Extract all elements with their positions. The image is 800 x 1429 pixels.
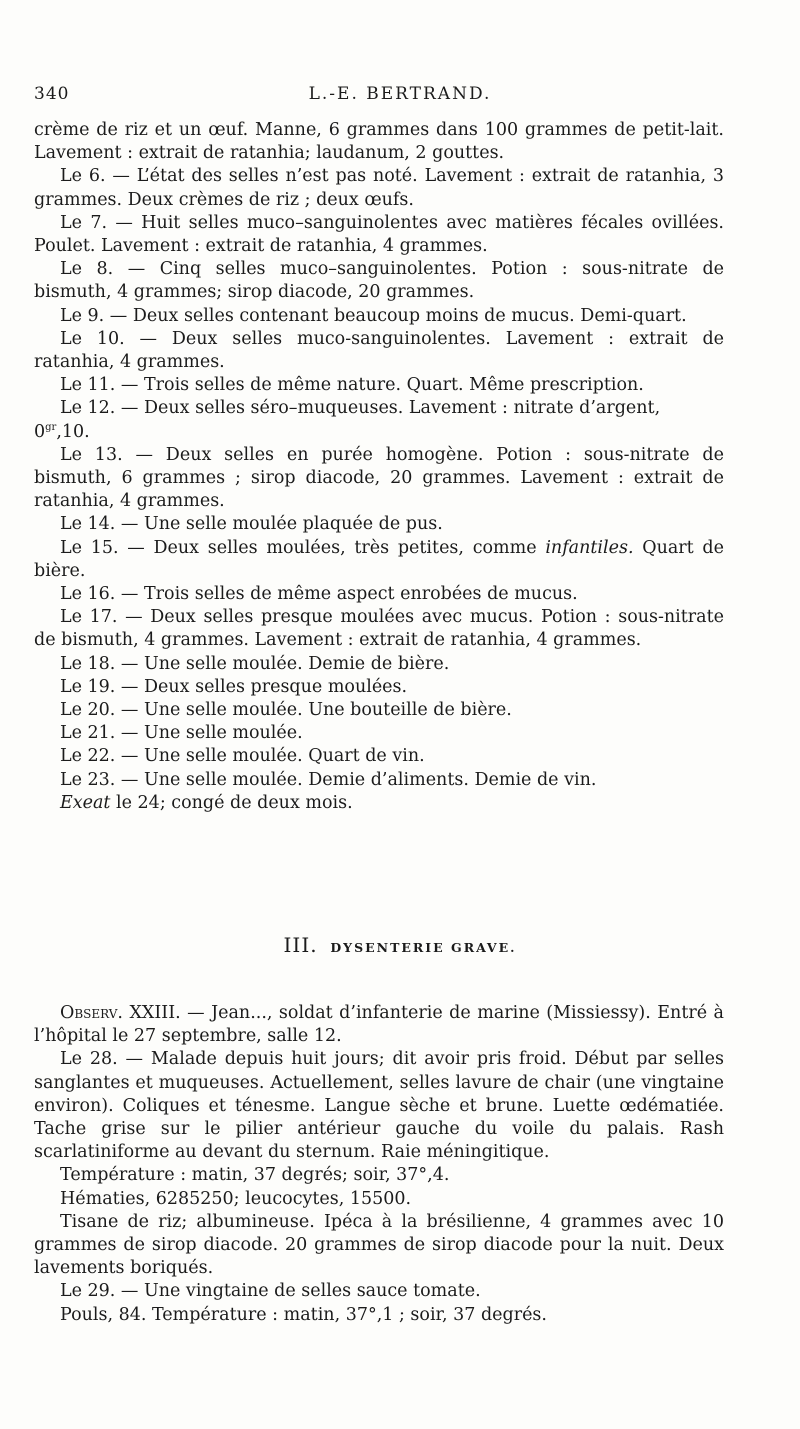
exeat-word: Exeat — [60, 792, 111, 813]
observation-label: Observ. — [60, 1003, 123, 1023]
observation-text: XXIII. — Jean..., soldat d’infanterie de marine (Missiessy). Entré à l’hôpital le 27 septembre, salle 12. — [34, 1003, 724, 1047]
paragraph-treatment: Tisane de riz; albumineuse. Ipéca à la brésilienne, 4 grammes avec 10 grammes de sirop diacode. 20 grammes de sirop diacode pour la nuit. Deux lavements boriqués. — [34, 1211, 724, 1279]
day-15-start: Le 15. — Deux selles moulées, très petites, comme — [60, 537, 546, 558]
paragraph-day-17: Le 17. — Deux selles presque moulées avec mucus. Potion : sous-nitrate de bismuth, 4 grammes. Lavement : extrait de ratanhia, 4 grammes. — [34, 607, 724, 651]
paragraph-day-12 — [34, 397, 724, 420]
paragraph-day-10: Le 10. — Deux selles muco-sanguinolentes. Lavement : extrait de ratanhia, 4 grammes. — [34, 328, 724, 373]
day-15-italic: infantiles. — [545, 537, 634, 558]
dose-decimal: ,10. — [56, 421, 90, 442]
exeat-rest: le 24; congé de deux mois. — [110, 792, 353, 813]
paragraph-day-6: Le 6. — L’état des selles n’est pas noté. Lavement : extrait de ratanhia, 3 grammes. Deux crèmes de riz ; deux œufs. — [34, 166, 724, 210]
paragraph-day-28: Le 28. — Malade depuis huit jours; dit avoir pris froid. Début par selles sanglantes et muqueuses. Actuellement, selles lavure de chair (une vingtaine environ). Coliques et ténesme. Langue sèche et brune. Luette œdématiée. Tache grise sur le pilier antérieur gauche du voile du palais. Rash scarlatiniforme au devant du sternum. Raie méningitique. — [34, 1049, 724, 1163]
paragraph-exeat — [34, 792, 724, 815]
dose-unit: gr — [45, 421, 57, 433]
running-header — [34, 84, 766, 106]
dose-amount: 0 — [34, 421, 46, 442]
paragraph-day-8: Le 8. — Cinq selles muco–sanguinolentes. Potion : sous-nitrate de bismuth, 4 grammes; sirop diacode, 20 grammes. — [34, 259, 724, 303]
paragraph-day-14: Le 14. — Une selle moulée plaquée de pus. — [60, 514, 443, 535]
section-number: III. — [283, 933, 318, 957]
page-number: 340 — [34, 84, 70, 104]
case-notes-continued — [34, 119, 724, 815]
paragraph-day-22: Le 22. — Une selle moulée. Quart de vin. — [60, 746, 425, 767]
paragraph-day-29: Le 29. — Une vingtaine de selles sauce tomate. — [60, 1281, 481, 1302]
section-heading — [0, 933, 800, 957]
paragraph-day-7: Le 7. — Huit selles muco–sanguinolentes avec matières fécales ovillées. Poulet. Lavement : extrait de ratanhia, 4 grammes. — [34, 212, 724, 257]
paragraph-day-20: Le 20. — Une selle moulée. Une bouteille de bière. — [60, 700, 512, 721]
paragraph-continuation: crème de riz et un œuf. Manne, 6 grammes dans 100 grammes de petit-lait. Lavement : extrait de ratanhia; laudanum, 2 gouttes. — [34, 120, 724, 164]
silver-nitrate-dose — [34, 421, 724, 444]
paragraph-day-18: Le 18. — Une selle moulée. Demie de bière. — [60, 653, 450, 674]
paragraph-day-21: Le 21. — Une selle moulée. — [60, 723, 303, 744]
observation-23 — [34, 1002, 724, 1327]
paragraph-pulse: Pouls, 84. Température : matin, 37°,1 ; soir, 37 degrés. — [60, 1304, 547, 1325]
paragraph-day-11: Le 11. — Trois selles de même nature. Quart. Même prescription. — [60, 375, 644, 396]
paragraph-day-9: Le 9. — Deux selles contenant beaucoup moins de mucus. Demi-quart. — [60, 305, 687, 326]
paragraph-blood-count: Hématies, 6285250; leucocytes, 15500. — [60, 1188, 412, 1209]
paragraph-temperature: Température : matin, 37 degrés; soir, 37°,4. — [60, 1165, 450, 1186]
paragraph-day-13: Le 13. — Deux selles en purée homogène. Potion : sous-nitrate de bismuth, 6 grammes ; sirop diacode, 20 grammes. Lavement : extrait de ratanhia, 4 grammes. — [34, 444, 724, 512]
observation-intro — [34, 1002, 724, 1048]
section-title: DYSENTERIE GRAVE. — [330, 940, 517, 955]
day-15-end: Quart de bière. — [34, 537, 724, 581]
paragraph-day-15 — [34, 537, 724, 583]
paragraph-day-23: Le 23. — Une selle moulée. Demie d’aliments. Demie de vin. — [60, 769, 597, 790]
day-12-text: Le 12. — Deux selles séro–muqueuses. Lavement : nitrate d’argent, — [60, 398, 661, 419]
running-title: L.-E. BERTRAND. — [308, 84, 492, 104]
paragraph-day-16: Le 16. — Trois selles de même aspect enrobées de mucus. — [60, 584, 578, 605]
paragraph-day-19: Le 19. — Deux selles presque moulées. — [60, 676, 408, 697]
